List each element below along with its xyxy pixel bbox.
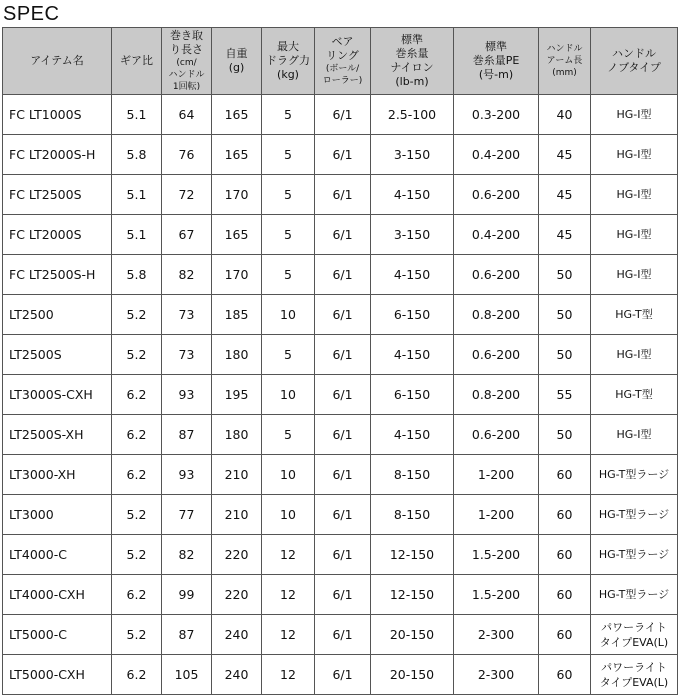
cell-weight: 195 bbox=[212, 375, 262, 415]
cell-pe: 2-300 bbox=[454, 615, 539, 655]
cell-gear: 5.1 bbox=[112, 95, 162, 135]
column-header-gear bbox=[112, 28, 162, 95]
cell-knob: HG-T型ラージ bbox=[591, 495, 678, 535]
cell-bearing: 6/1 bbox=[315, 455, 371, 495]
cell-bearing: 6/1 bbox=[315, 615, 371, 655]
cell-gear: 5.2 bbox=[112, 495, 162, 535]
cell-knob: HG-I型 bbox=[591, 135, 678, 175]
cell-knob: HG-T型 bbox=[591, 375, 678, 415]
cell-arm: 60 bbox=[539, 655, 591, 695]
cell-gear: 6.2 bbox=[112, 375, 162, 415]
cell-bearing: 6/1 bbox=[315, 135, 371, 175]
cell-bearing: 6/1 bbox=[315, 575, 371, 615]
column-header-drag bbox=[262, 28, 315, 95]
table-row bbox=[3, 455, 678, 495]
spec-table-body bbox=[3, 95, 678, 695]
cell-nylon: 8-150 bbox=[371, 455, 454, 495]
table-row bbox=[3, 215, 678, 255]
cell-bearing: 6/1 bbox=[315, 655, 371, 695]
column-header-label: 最大 ドラグ力 (kg) bbox=[266, 40, 310, 81]
cell-gear: 5.2 bbox=[112, 615, 162, 655]
column-header-sublabel: ハンドル アーム長 (mm) bbox=[546, 44, 583, 78]
cell-weight: 240 bbox=[212, 655, 262, 695]
cell-bearing: 6/1 bbox=[315, 215, 371, 255]
column-header-nylon bbox=[371, 28, 454, 95]
cell-nylon: 20-150 bbox=[371, 655, 454, 695]
cell-retrieve: 64 bbox=[162, 95, 212, 135]
cell-nylon: 12-150 bbox=[371, 575, 454, 615]
column-header-label: ハンドル ノブタイプ bbox=[607, 47, 661, 74]
cell-pe: 1-200 bbox=[454, 455, 539, 495]
column-header-label: アイテム名 bbox=[30, 54, 84, 67]
cell-gear: 5.2 bbox=[112, 335, 162, 375]
cell-gear: 5.8 bbox=[112, 255, 162, 295]
cell-item: LT5000-C bbox=[3, 615, 112, 655]
cell-pe: 0.8-200 bbox=[454, 375, 539, 415]
cell-bearing: 6/1 bbox=[315, 95, 371, 135]
cell-bearing: 6/1 bbox=[315, 535, 371, 575]
cell-weight: 170 bbox=[212, 175, 262, 215]
cell-weight: 220 bbox=[212, 535, 262, 575]
cell-weight: 180 bbox=[212, 415, 262, 455]
table-row bbox=[3, 495, 678, 535]
cell-arm: 60 bbox=[539, 575, 591, 615]
column-header-label: ギア比 bbox=[120, 54, 153, 67]
cell-retrieve: 93 bbox=[162, 455, 212, 495]
cell-drag: 5 bbox=[262, 255, 315, 295]
cell-weight: 180 bbox=[212, 335, 262, 375]
table-row bbox=[3, 175, 678, 215]
cell-item: FC LT2500S-H bbox=[3, 255, 112, 295]
cell-pe: 2-300 bbox=[454, 655, 539, 695]
column-header-retrieve bbox=[162, 28, 212, 95]
table-row bbox=[3, 95, 678, 135]
cell-drag: 10 bbox=[262, 455, 315, 495]
cell-drag: 10 bbox=[262, 295, 315, 335]
cell-bearing: 6/1 bbox=[315, 335, 371, 375]
column-header-arm bbox=[539, 28, 591, 95]
cell-retrieve: 82 bbox=[162, 255, 212, 295]
cell-bearing: 6/1 bbox=[315, 495, 371, 535]
cell-pe: 0.4-200 bbox=[454, 135, 539, 175]
cell-nylon: 6-150 bbox=[371, 295, 454, 335]
cell-arm: 60 bbox=[539, 495, 591, 535]
cell-arm: 60 bbox=[539, 455, 591, 495]
cell-item: LT3000S-CXH bbox=[3, 375, 112, 415]
cell-arm: 40 bbox=[539, 95, 591, 135]
cell-knob: HG-I型 bbox=[591, 415, 678, 455]
cell-pe: 0.6-200 bbox=[454, 335, 539, 375]
column-header-label: 標準 巻糸量PE (号-m) bbox=[472, 40, 520, 81]
cell-retrieve: 76 bbox=[162, 135, 212, 175]
cell-bearing: 6/1 bbox=[315, 255, 371, 295]
cell-retrieve: 73 bbox=[162, 335, 212, 375]
cell-weight: 165 bbox=[212, 95, 262, 135]
cell-item: FC LT2000S-H bbox=[3, 135, 112, 175]
cell-retrieve: 77 bbox=[162, 495, 212, 535]
cell-arm: 50 bbox=[539, 295, 591, 335]
cell-nylon: 2.5-100 bbox=[371, 95, 454, 135]
cell-nylon: 6-150 bbox=[371, 375, 454, 415]
cell-weight: 240 bbox=[212, 615, 262, 655]
cell-bearing: 6/1 bbox=[315, 175, 371, 215]
column-header-item bbox=[3, 28, 112, 95]
cell-item: LT4000-CXH bbox=[3, 575, 112, 615]
cell-drag: 5 bbox=[262, 175, 315, 215]
cell-retrieve: 105 bbox=[162, 655, 212, 695]
header-row bbox=[3, 28, 678, 95]
cell-pe: 0.3-200 bbox=[454, 95, 539, 135]
column-header-label: ベア リング bbox=[326, 35, 359, 62]
cell-drag: 10 bbox=[262, 495, 315, 535]
column-header-sublabel: (cm/ ハンドル 1回転) bbox=[168, 58, 205, 92]
cell-gear: 5.2 bbox=[112, 295, 162, 335]
cell-weight: 185 bbox=[212, 295, 262, 335]
column-header-pe bbox=[454, 28, 539, 95]
cell-drag: 12 bbox=[262, 535, 315, 575]
cell-arm: 60 bbox=[539, 615, 591, 655]
cell-drag: 12 bbox=[262, 575, 315, 615]
table-row bbox=[3, 615, 678, 655]
column-header-label: 標準 巻糸量 ナイロン (lb-m) bbox=[390, 33, 434, 88]
cell-drag: 5 bbox=[262, 335, 315, 375]
cell-nylon: 12-150 bbox=[371, 535, 454, 575]
cell-nylon: 8-150 bbox=[371, 495, 454, 535]
cell-arm: 55 bbox=[539, 375, 591, 415]
column-header-label: 巻き取 り長さ bbox=[170, 29, 203, 56]
cell-arm: 60 bbox=[539, 535, 591, 575]
cell-arm: 50 bbox=[539, 255, 591, 295]
cell-item: LT2500 bbox=[3, 295, 112, 335]
cell-retrieve: 87 bbox=[162, 415, 212, 455]
cell-knob: パワーライト タイプEVA(L) bbox=[591, 655, 678, 695]
cell-bearing: 6/1 bbox=[315, 295, 371, 335]
column-header-bearing bbox=[315, 28, 371, 95]
cell-gear: 5.1 bbox=[112, 215, 162, 255]
cell-gear: 5.2 bbox=[112, 535, 162, 575]
cell-item: FC LT1000S bbox=[3, 95, 112, 135]
cell-gear: 6.2 bbox=[112, 655, 162, 695]
table-row bbox=[3, 335, 678, 375]
cell-drag: 10 bbox=[262, 375, 315, 415]
cell-nylon: 4-150 bbox=[371, 335, 454, 375]
cell-retrieve: 73 bbox=[162, 295, 212, 335]
table-row bbox=[3, 535, 678, 575]
cell-bearing: 6/1 bbox=[315, 375, 371, 415]
cell-arm: 45 bbox=[539, 175, 591, 215]
cell-gear: 6.2 bbox=[112, 415, 162, 455]
cell-knob: HG-T型ラージ bbox=[591, 535, 678, 575]
table-row bbox=[3, 375, 678, 415]
cell-gear: 6.2 bbox=[112, 575, 162, 615]
cell-knob: HG-I型 bbox=[591, 95, 678, 135]
table-row bbox=[3, 655, 678, 695]
cell-retrieve: 72 bbox=[162, 175, 212, 215]
cell-nylon: 20-150 bbox=[371, 615, 454, 655]
cell-retrieve: 67 bbox=[162, 215, 212, 255]
table-row bbox=[3, 255, 678, 295]
cell-arm: 50 bbox=[539, 335, 591, 375]
cell-item: LT2500S-XH bbox=[3, 415, 112, 455]
cell-item: LT3000 bbox=[3, 495, 112, 535]
spec-table bbox=[2, 27, 678, 695]
cell-pe: 0.8-200 bbox=[454, 295, 539, 335]
page-title: SPEC bbox=[3, 3, 60, 25]
cell-pe: 1.5-200 bbox=[454, 575, 539, 615]
cell-item: FC LT2000S bbox=[3, 215, 112, 255]
column-header-weight bbox=[212, 28, 262, 95]
cell-knob: パワーライト タイプEVA(L) bbox=[591, 615, 678, 655]
cell-knob: HG-T型ラージ bbox=[591, 575, 678, 615]
cell-weight: 210 bbox=[212, 495, 262, 535]
cell-nylon: 3-150 bbox=[371, 215, 454, 255]
cell-item: LT4000-C bbox=[3, 535, 112, 575]
cell-drag: 5 bbox=[262, 215, 315, 255]
cell-drag: 5 bbox=[262, 135, 315, 175]
cell-retrieve: 82 bbox=[162, 535, 212, 575]
cell-pe: 0.6-200 bbox=[454, 175, 539, 215]
cell-item: LT2500S bbox=[3, 335, 112, 375]
cell-arm: 50 bbox=[539, 415, 591, 455]
table-row bbox=[3, 135, 678, 175]
cell-arm: 45 bbox=[539, 135, 591, 175]
cell-pe: 1.5-200 bbox=[454, 535, 539, 575]
cell-drag: 5 bbox=[262, 95, 315, 135]
cell-gear: 5.1 bbox=[112, 175, 162, 215]
cell-retrieve: 87 bbox=[162, 615, 212, 655]
cell-nylon: 4-150 bbox=[371, 415, 454, 455]
cell-knob: HG-I型 bbox=[591, 255, 678, 295]
column-header-knob bbox=[591, 28, 678, 95]
cell-weight: 210 bbox=[212, 455, 262, 495]
table-row bbox=[3, 575, 678, 615]
cell-item: FC LT2500S bbox=[3, 175, 112, 215]
cell-pe: 0.4-200 bbox=[454, 215, 539, 255]
cell-item: LT3000-XH bbox=[3, 455, 112, 495]
column-header-sublabel: (ボール/ ローラー) bbox=[322, 64, 363, 86]
cell-arm: 45 bbox=[539, 215, 591, 255]
cell-nylon: 3-150 bbox=[371, 135, 454, 175]
cell-knob: HG-T型ラージ bbox=[591, 455, 678, 495]
cell-weight: 220 bbox=[212, 575, 262, 615]
cell-knob: HG-I型 bbox=[591, 335, 678, 375]
cell-knob: HG-I型 bbox=[591, 215, 678, 255]
spec-table-header bbox=[3, 28, 678, 95]
cell-retrieve: 99 bbox=[162, 575, 212, 615]
cell-bearing: 6/1 bbox=[315, 415, 371, 455]
cell-retrieve: 93 bbox=[162, 375, 212, 415]
cell-nylon: 4-150 bbox=[371, 175, 454, 215]
cell-pe: 0.6-200 bbox=[454, 415, 539, 455]
cell-gear: 5.8 bbox=[112, 135, 162, 175]
cell-nylon: 4-150 bbox=[371, 255, 454, 295]
cell-weight: 165 bbox=[212, 135, 262, 175]
cell-pe: 0.6-200 bbox=[454, 255, 539, 295]
cell-drag: 5 bbox=[262, 415, 315, 455]
cell-drag: 12 bbox=[262, 655, 315, 695]
cell-drag: 12 bbox=[262, 615, 315, 655]
cell-pe: 1-200 bbox=[454, 495, 539, 535]
cell-knob: HG-T型 bbox=[591, 295, 678, 335]
cell-weight: 170 bbox=[212, 255, 262, 295]
table-row bbox=[3, 415, 678, 455]
cell-weight: 165 bbox=[212, 215, 262, 255]
cell-item: LT5000-CXH bbox=[3, 655, 112, 695]
table-row bbox=[3, 295, 678, 335]
column-header-label: 自重 (g) bbox=[225, 47, 248, 74]
cell-gear: 6.2 bbox=[112, 455, 162, 495]
cell-knob: HG-I型 bbox=[591, 175, 678, 215]
